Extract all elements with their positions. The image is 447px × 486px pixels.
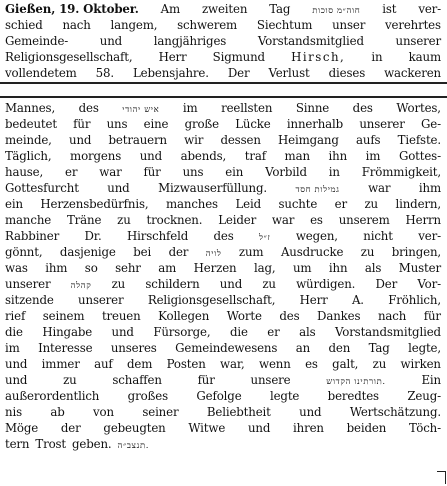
word: ihren: [293, 421, 324, 435]
word: Hirschfeld: [126, 229, 189, 243]
word: von: [93, 405, 114, 419]
word: im: [182, 101, 198, 115]
text-line: [5, 33, 441, 49]
word: war,: [220, 357, 245, 371]
text-line: [5, 372, 441, 388]
word: Gemeinde-: [5, 34, 69, 48]
word: dieses: [328, 66, 366, 80]
word: Vorbild: [265, 165, 307, 179]
word: ihn: [328, 149, 348, 163]
word: war: [271, 213, 295, 227]
text-line: [5, 212, 441, 228]
hebrew-phrase: איש יהודי: [122, 105, 160, 115]
word: Kollegen: [158, 309, 210, 323]
text-line: [5, 100, 441, 116]
word: es: [305, 357, 318, 371]
text-line: [5, 324, 441, 340]
word: gönnt,: [5, 245, 43, 259]
word: im: [365, 149, 381, 163]
dateline: Gießen, 19. Oktober.: [5, 2, 139, 16]
word: nis: [5, 405, 22, 419]
column-rule-corner: [437, 471, 446, 484]
word: Zeug-: [407, 389, 441, 403]
word: Leid: [235, 197, 261, 211]
word: zu: [262, 277, 276, 291]
word: ein: [225, 165, 244, 179]
newspaper-clipping-bottom: [0, 96, 447, 484]
word: Lücke: [235, 117, 271, 131]
word: beiden: [346, 421, 387, 435]
word: zu: [360, 245, 375, 259]
word: Posten: [166, 357, 206, 371]
text-line: [5, 404, 441, 420]
text-line: [5, 420, 441, 436]
word: Heimgang: [278, 133, 339, 147]
word: Herr: [158, 50, 187, 64]
word: tern: [5, 437, 30, 451]
word: so: [84, 261, 98, 275]
word: wegen,: [295, 229, 338, 243]
word: und: [299, 405, 322, 419]
word: und: [5, 357, 28, 371]
text-line: [5, 65, 441, 81]
word: des: [213, 229, 234, 243]
word: legte: [269, 389, 300, 403]
word: traf: [244, 149, 266, 163]
word: Vor-: [417, 277, 441, 291]
word: ver-: [418, 2, 441, 16]
word: er: [65, 165, 78, 179]
word: und: [111, 325, 134, 339]
word: Tiefste.: [397, 133, 441, 147]
word: Verlust: [268, 66, 310, 80]
newspaper-clipping-top: [0, 0, 447, 84]
word: unseres: [110, 341, 157, 355]
text-line: [5, 340, 441, 356]
person-name: Hirsch,: [291, 50, 346, 64]
word: und: [107, 181, 130, 195]
text-line: [5, 356, 441, 372]
word: Rabbiner: [5, 229, 60, 243]
word: Ausdrucke: [280, 245, 344, 259]
word: geben.: [72, 437, 112, 451]
word: 58.: [95, 66, 114, 80]
word: Herrn: [405, 213, 441, 227]
word: zu: [117, 213, 131, 227]
word: der: [168, 245, 189, 259]
word: des: [352, 101, 373, 115]
word: zu: [63, 373, 77, 387]
person-name: Sigmund: [212, 50, 265, 64]
word: Herzensbedürfnis,: [40, 197, 149, 211]
word: unserer: [78, 293, 124, 307]
word: was: [5, 261, 28, 275]
word: wenn: [259, 357, 291, 371]
word: lag,: [253, 261, 276, 275]
word: für: [423, 309, 441, 323]
word: suchte: [278, 197, 318, 211]
word: morgens: [70, 149, 122, 163]
word: Mannes,: [5, 101, 56, 115]
text-line: [5, 164, 441, 180]
word: Täglich,: [5, 149, 52, 163]
word: Gefolge: [196, 389, 242, 403]
word: Dankes: [317, 309, 361, 323]
word: und: [219, 277, 243, 291]
word: legte,: [408, 341, 441, 355]
word: ist: [382, 2, 397, 16]
word: dessen: [220, 133, 261, 147]
word: in: [328, 165, 340, 179]
word: Wertschätzung.: [349, 405, 441, 419]
word: Hingabe: [42, 325, 93, 339]
word: und: [139, 149, 163, 163]
word: vollendetem: [5, 66, 77, 80]
word: in: [371, 50, 383, 64]
word: seinem: [42, 309, 85, 323]
word: hause,: [5, 165, 44, 179]
text-line: [5, 228, 441, 244]
word: Tag: [368, 341, 390, 355]
word: Ge-: [421, 117, 441, 131]
word: um: [292, 261, 312, 275]
word: großes: [127, 389, 168, 403]
text-line: [5, 17, 441, 33]
text-line: [5, 436, 441, 452]
word: und: [5, 373, 28, 387]
text-line: [5, 180, 441, 196]
word: die: [5, 325, 23, 339]
word: Frömmigkeit,: [361, 165, 441, 179]
word: er: [267, 325, 280, 339]
word: schildern: [145, 277, 200, 291]
word: aufs: [355, 133, 381, 147]
word: große: [184, 117, 219, 131]
word: unserer: [359, 117, 405, 131]
word: Der: [227, 66, 250, 80]
word: zum: [238, 245, 264, 259]
word: ihm: [45, 261, 68, 275]
word: für: [143, 165, 161, 179]
word: Möge: [5, 421, 39, 435]
word: gebeugten: [103, 421, 166, 435]
word: unsere: [250, 373, 291, 387]
person-name: Fröhlich,: [388, 293, 441, 307]
word: zu: [111, 277, 126, 291]
word: uns: [106, 117, 128, 131]
word: reellsten: [221, 101, 273, 115]
hebrew-phrase: ז״ל: [259, 233, 271, 243]
word: Gottesfurcht: [5, 181, 79, 195]
word: Religionsgesellschaft,: [147, 293, 276, 307]
word: des: [279, 309, 300, 323]
text-line: [5, 148, 441, 164]
word: man: [284, 149, 310, 163]
word: langjähriges: [153, 34, 227, 48]
word: nicht: [363, 229, 393, 243]
word: unser: [332, 18, 366, 32]
word: war: [368, 181, 391, 195]
word: Tag: [269, 2, 291, 16]
text-line: [5, 260, 441, 276]
word: Lebensjahre.: [132, 66, 209, 80]
word: er: [334, 197, 347, 211]
text-line: [5, 132, 441, 148]
word: Muster: [398, 261, 441, 275]
word: manche: [5, 213, 52, 227]
text-line: [5, 244, 441, 260]
word: Beliebtheit: [206, 405, 271, 419]
word: immer: [41, 357, 80, 371]
word: Trost: [35, 437, 67, 451]
word: Witwe: [188, 421, 226, 435]
word: im: [5, 341, 20, 355]
word: meinde,: [5, 133, 52, 147]
word: innerhalb: [286, 117, 344, 131]
word: schied: [5, 18, 43, 32]
word: kaum: [408, 50, 441, 64]
word: unserer: [395, 34, 441, 48]
word: am: [158, 261, 177, 275]
word: außerordentlich: [5, 389, 100, 403]
text-line: [5, 116, 441, 132]
word: für: [73, 117, 91, 131]
word: Fürsorge,: [153, 325, 211, 339]
word: bringen,: [391, 245, 441, 259]
word: Gottes-: [398, 149, 441, 163]
word: schwerem: [177, 18, 238, 32]
word: an: [295, 341, 311, 355]
word: treuen: [101, 309, 141, 323]
hebrew-phrase: תורתינו הקדוש.: [326, 377, 386, 387]
word: seiner: [142, 405, 179, 419]
word: Töch-: [408, 421, 441, 435]
word: war: [99, 165, 122, 179]
word: bei: [133, 245, 152, 259]
word: als: [299, 325, 316, 339]
word: Worte: [226, 309, 262, 323]
word: würdigen.: [296, 277, 356, 291]
word: beredtes: [327, 389, 379, 403]
hebrew-phrase: לויה: [205, 249, 222, 259]
text-line: [5, 196, 441, 212]
word: langem,: [110, 18, 158, 32]
word: Sinne: [295, 101, 330, 115]
word: nach: [377, 309, 407, 323]
word: ab: [50, 405, 65, 419]
word: verehrtes: [384, 18, 441, 32]
word: zu: [364, 197, 378, 211]
word: Vorstandsmitglied: [334, 325, 441, 339]
word: sitzende: [5, 293, 54, 307]
word: rief: [5, 309, 26, 323]
hebrew-phrase: גמילות חסד: [295, 185, 340, 195]
hebrew-phrase: חוה״מ סוכות: [312, 6, 361, 16]
word: unserer: [5, 277, 51, 291]
word: ihn: [328, 261, 348, 275]
word: auf: [94, 357, 113, 371]
word: unserem: [338, 213, 390, 227]
word: schaffen: [112, 373, 162, 387]
word: wir: [184, 133, 204, 147]
text-line: [5, 1, 441, 17]
word: Wortes,: [396, 101, 441, 115]
word: als: [364, 261, 382, 275]
text-line: [5, 388, 441, 404]
word: betrauern: [108, 133, 167, 147]
word: ein: [5, 197, 23, 211]
hebrew-phrase: תנצב״ה.: [117, 441, 150, 451]
word: und: [99, 34, 123, 48]
word: wirken: [400, 357, 441, 371]
word: zu: [372, 357, 387, 371]
word: Interesse: [38, 341, 93, 355]
word: zweiten: [201, 2, 248, 16]
word: Vorstandsmitglied: [257, 34, 364, 48]
word: Am: [160, 2, 181, 16]
word: sehr: [115, 261, 141, 275]
word: und: [247, 421, 271, 435]
word: Ein: [421, 373, 441, 387]
word: uns: [182, 165, 204, 179]
word: Träne: [66, 213, 102, 227]
word: A.: [351, 293, 364, 307]
word: trocknen.: [146, 213, 203, 227]
word: wackeren: [384, 66, 441, 80]
word: Herr: [299, 293, 328, 307]
word: Siechtum: [256, 18, 313, 32]
word: ihm: [418, 181, 441, 195]
word: dem: [126, 357, 153, 371]
word: Herzen: [193, 261, 237, 275]
word: es: [310, 213, 323, 227]
word: lindern,: [395, 197, 441, 211]
word: Gemeindewesens: [175, 341, 278, 355]
word: Der: [375, 277, 398, 291]
word: nach: [62, 18, 91, 32]
word: dasjenige: [59, 245, 116, 259]
word: abends,: [180, 149, 227, 163]
text-line: [5, 292, 441, 308]
word: die: [229, 325, 248, 339]
text-line: [5, 49, 441, 65]
word: Mizwauserfüllung.: [158, 181, 268, 195]
word: und: [69, 133, 92, 147]
word: manches: [165, 197, 218, 211]
hebrew-phrase: קהלה: [70, 281, 92, 291]
word: des: [78, 101, 99, 115]
word: für: [197, 373, 215, 387]
text-line: [5, 308, 441, 324]
word: galt,: [332, 357, 359, 371]
word: eine: [143, 117, 169, 131]
word: der: [60, 421, 81, 435]
word: bedeutet: [5, 117, 57, 131]
word: ver-: [418, 229, 441, 243]
word: Leider: [218, 213, 257, 227]
text-line: [5, 276, 441, 292]
word: Religionsgesellschaft,: [5, 50, 133, 64]
word: Dr.: [84, 229, 102, 243]
word: den: [328, 341, 351, 355]
